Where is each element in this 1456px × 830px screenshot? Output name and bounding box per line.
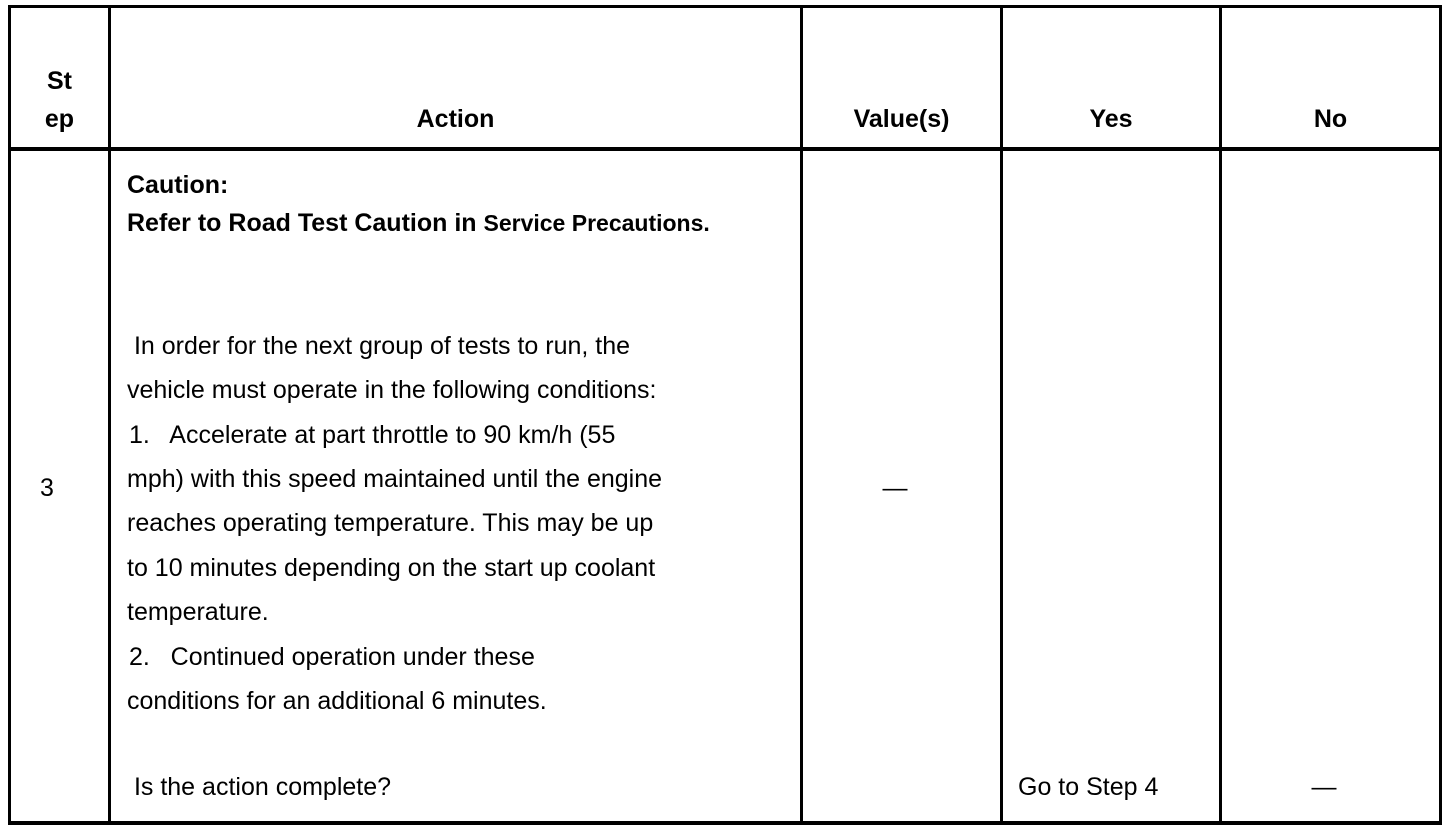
caution-title: Caution: [127, 171, 229, 199]
yes-cell: Go to Step 4 [1018, 773, 1159, 801]
header-step-line1: St [47, 67, 72, 95]
header-no: No [1313, 105, 1348, 133]
instruction-line: temperature. [127, 598, 269, 626]
instruction-line: In order for the next group of tests to run, the [127, 332, 631, 360]
caution-text-reference: Service Precautions. [483, 210, 710, 236]
table-top-border [8, 5, 1442, 8]
header-values: Value(s) [853, 105, 950, 133]
header-action: Action [416, 105, 495, 133]
header-yes: Yes [1089, 105, 1133, 133]
step-number: 3 [40, 474, 54, 502]
instruction-line: mph) with this speed maintained until the engine [127, 465, 663, 493]
caution-text [127, 208, 710, 238]
instruction-line: conditions for an additional 6 minutes. [127, 687, 547, 715]
action-question: Is the action complete? [127, 773, 392, 801]
table-bottom-border [8, 821, 1442, 825]
instruction-step-2: 2. Continued operation under these [129, 643, 535, 671]
no-cell: — [1311, 773, 1337, 801]
instruction-step-1: 1. Accelerate at part throttle to 90 km/h (55 [129, 421, 616, 449]
header-bottom-border [8, 147, 1442, 151]
caution-text-main: Refer to Road Test Caution in [127, 209, 484, 237]
instruction-line: reaches operating temperature. This may be up [127, 509, 654, 537]
instruction-line: to 10 minutes depending on the start up coolant [127, 554, 656, 582]
table-right-border [1439, 5, 1442, 825]
value-cell: — [882, 474, 908, 502]
header-step-line2: ep [44, 105, 75, 133]
instruction-line: vehicle must operate in the following conditions: [127, 376, 657, 404]
